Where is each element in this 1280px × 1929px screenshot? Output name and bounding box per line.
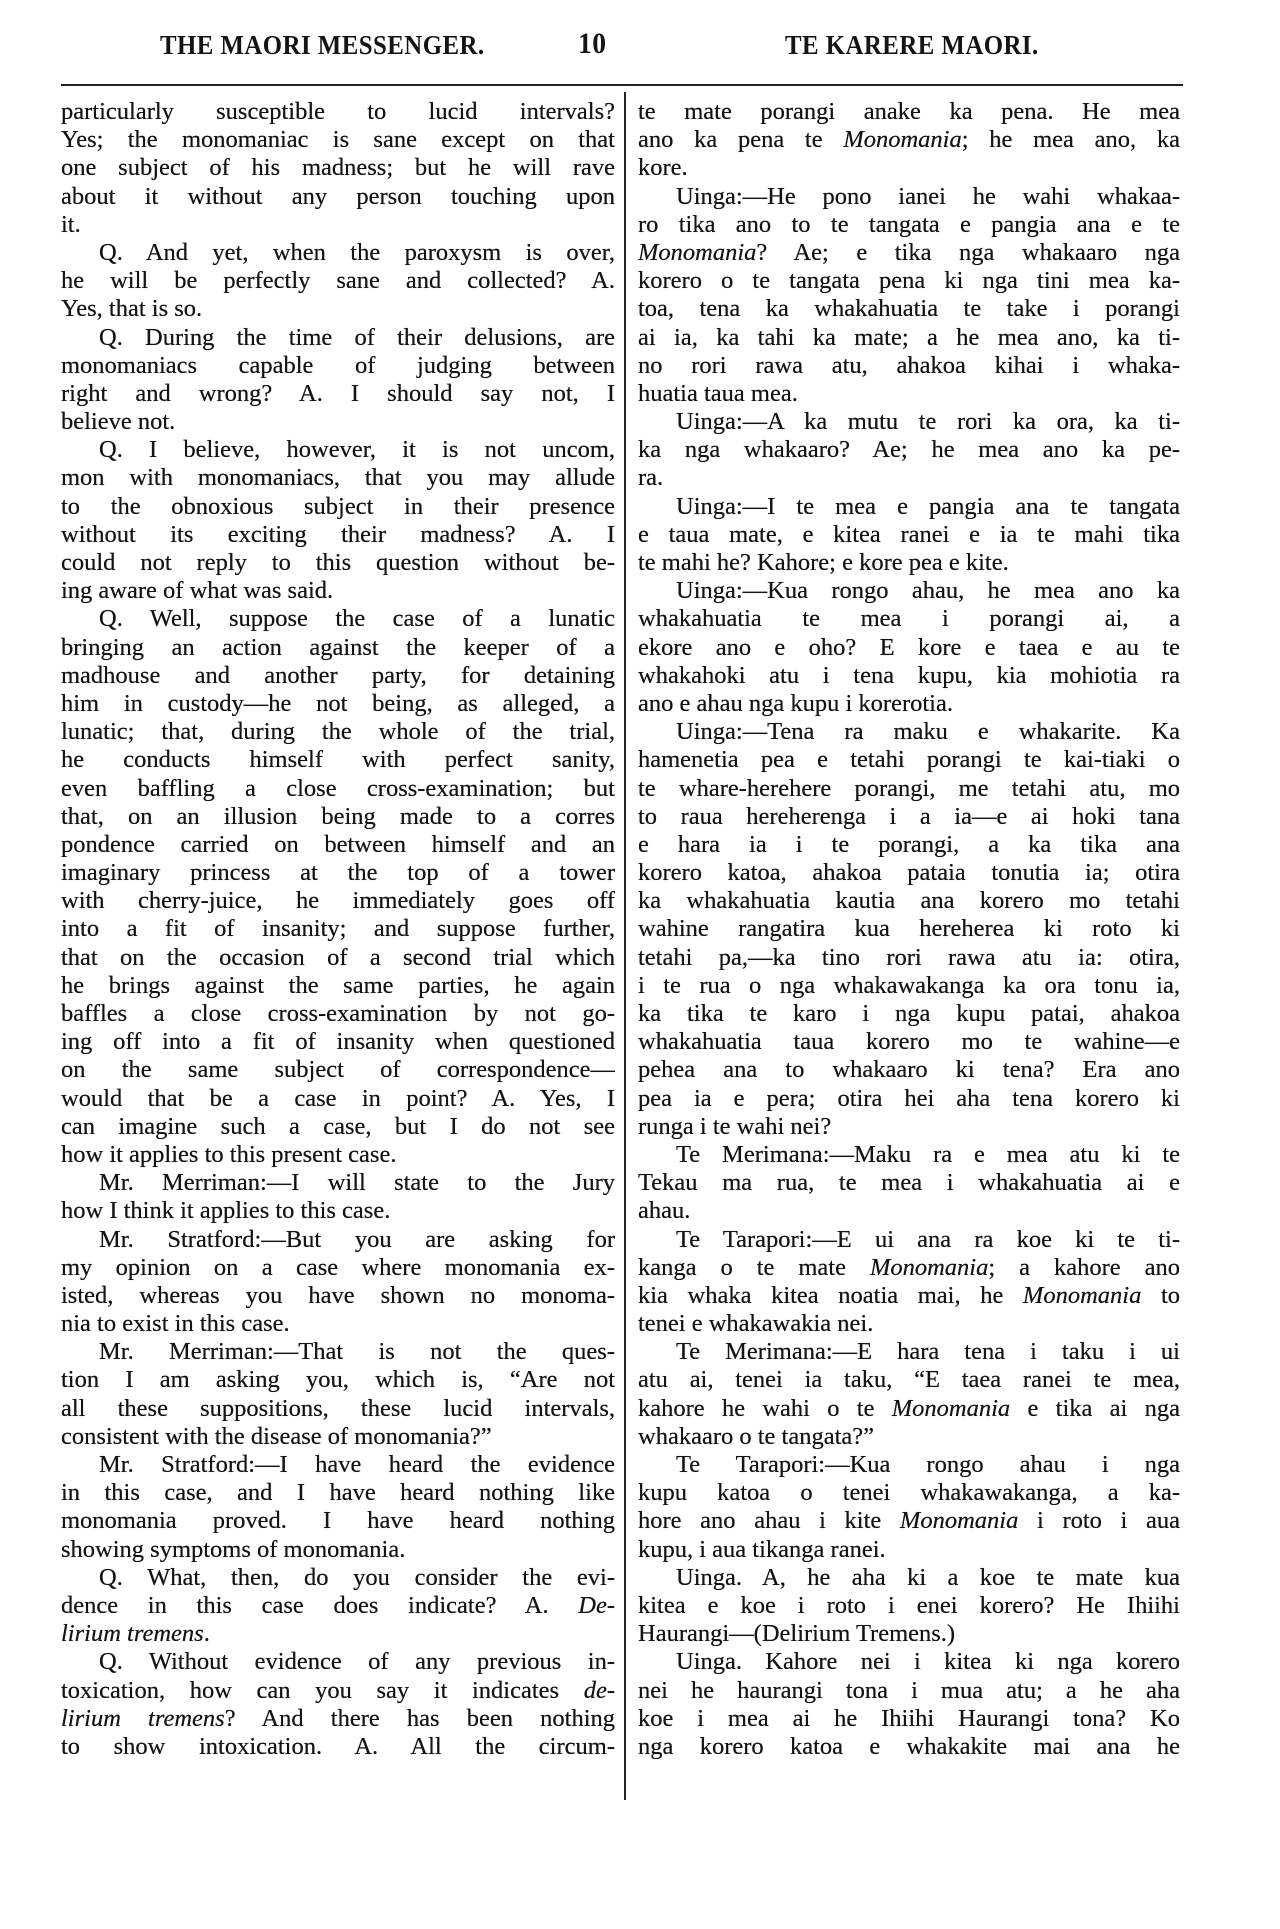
text-line xyxy=(61,746,615,774)
text-line xyxy=(638,1028,1180,1056)
text-run: could not reply to this question without be- xyxy=(61,549,615,576)
text-run: ing aware of what was said. xyxy=(61,577,334,605)
text-line xyxy=(638,1338,1180,1366)
text-run: madhouse and another party, for detaining xyxy=(61,661,615,689)
text-run: korero o te tangata pena ki nga tini mea ka- xyxy=(638,267,1180,295)
text-run: with cherry-juice, he immediately goes off xyxy=(61,887,615,915)
text-line xyxy=(638,1226,1180,1254)
text-run: Te Merimana:—Maku ra e mea atu ki te xyxy=(676,1140,1180,1168)
text-line xyxy=(638,1395,1180,1423)
text-line xyxy=(638,1705,1180,1733)
paragraph xyxy=(638,1451,1180,1564)
text-line xyxy=(61,605,615,633)
text-run: to the obnoxious subject in their presence xyxy=(61,492,615,520)
text-run: koe i mea ai he Ihiihi Haurangi tona? Ko xyxy=(638,1704,1180,1732)
text-line xyxy=(638,1536,1180,1564)
text-line xyxy=(638,239,1180,267)
text-run: nia to exist in this case. xyxy=(61,1310,290,1338)
text-line xyxy=(61,408,615,436)
text-line xyxy=(638,408,1180,436)
text-run: ai ia, ka tahi ka mate; a he mea ano, ka ti- xyxy=(638,323,1180,351)
text-run: Tekau ma rua, te mea i whakahuatia ai e xyxy=(638,1169,1180,1197)
text-line xyxy=(638,493,1180,521)
paragraph xyxy=(61,1451,615,1564)
text-run: on the same subject of correspondence— xyxy=(61,1056,615,1084)
text-run: he will be perfectly sane and collected? A. xyxy=(61,267,615,295)
text-run: showing symptoms of monomania. xyxy=(61,1535,406,1563)
text-line xyxy=(61,775,615,803)
text-run: whakahoki atu i tena kupu, kia mohiotia ra xyxy=(638,661,1180,689)
text-line xyxy=(638,831,1180,859)
paragraph xyxy=(638,408,1180,493)
text-run: ? And there has been nothing xyxy=(224,1704,615,1732)
text-line xyxy=(61,267,615,295)
text-run: ; a kahore ano xyxy=(988,1253,1180,1281)
text-run: kanga o te mate xyxy=(638,1253,870,1281)
text-run: Q. Well, suppose the case of a lunatic xyxy=(99,605,615,633)
text-run: toa, tena ka whakahuatia te take i porangi xyxy=(638,295,1180,323)
text-line xyxy=(638,549,1180,577)
text-line xyxy=(61,1648,615,1676)
text-line xyxy=(638,1000,1180,1028)
text-run: monomania proved. I have heard nothing xyxy=(61,1507,615,1535)
text-line xyxy=(61,1366,615,1394)
header-rule xyxy=(61,84,1183,86)
text-run: pea ia e pera; otira hei aha tena korero ki xyxy=(638,1084,1180,1112)
text-line xyxy=(61,944,615,972)
text-run: ka nga whakaaro? Ae; he mea ano ka pe- xyxy=(638,436,1180,464)
text-line xyxy=(638,1113,1180,1141)
text-run: ; he mea ano, ka xyxy=(961,126,1180,154)
text-line xyxy=(638,324,1180,352)
text-run: right and wrong? A. I should say not, I xyxy=(61,379,615,407)
text-run: Uinga:—He pono ianei he wahi whakaa- xyxy=(676,182,1180,210)
text-line xyxy=(61,1141,615,1169)
text-line xyxy=(638,380,1180,408)
text-line xyxy=(638,154,1180,182)
text-line xyxy=(61,1536,615,1564)
text-run: Te Merimana:—E hara tena i taku i ui xyxy=(676,1338,1180,1366)
text-line xyxy=(638,1677,1180,1705)
text-line xyxy=(638,944,1180,972)
text-line xyxy=(61,1000,615,1028)
text-line xyxy=(61,1592,615,1620)
italic-text: de- xyxy=(583,1676,615,1704)
text-run: ahau. xyxy=(638,1197,691,1225)
text-line xyxy=(61,662,615,690)
text-line xyxy=(638,746,1180,774)
paragraph xyxy=(61,605,615,1169)
paragraph xyxy=(61,1338,615,1451)
paragraph xyxy=(638,1226,1180,1339)
text-line xyxy=(61,239,615,267)
text-line xyxy=(61,1282,615,1310)
text-run: ekore ano e oho? E kore e taea e au te xyxy=(638,633,1180,661)
text-run: to raua hereherenga i a ia—e ai hoki tana xyxy=(638,802,1180,830)
text-line xyxy=(61,1085,615,1113)
text-run: te mate porangi anake ka pena. He mea xyxy=(638,98,1180,125)
text-run: how it applies to this present case. xyxy=(61,1140,397,1168)
text-line xyxy=(61,436,615,464)
text-line xyxy=(638,1366,1180,1394)
text-line xyxy=(638,352,1180,380)
text-run: tion I am asking you, which is, “Are not xyxy=(61,1366,615,1394)
text-line xyxy=(61,1113,615,1141)
paragraph xyxy=(61,324,615,437)
page-number: 10 xyxy=(578,27,607,60)
text-line xyxy=(638,887,1180,915)
text-line xyxy=(61,1564,615,1592)
column-divider xyxy=(624,92,626,1800)
text-run: all these suppositions, these lucid intervals, xyxy=(61,1394,615,1422)
text-run: Uinga:—A ka mutu te rori ka ora, ka ti- xyxy=(676,408,1180,436)
text-run: Q. And yet, when the paroxysm is over, xyxy=(99,238,615,266)
english-column xyxy=(61,98,615,1761)
text-run: Te Tarapori:—Kua rongo ahau i nga xyxy=(676,1451,1180,1478)
text-run: that on the occasion of a second trial which xyxy=(61,943,615,971)
text-line xyxy=(638,859,1180,887)
text-run: hore ano ahau i kite xyxy=(638,1507,900,1535)
text-run: nei he haurangi tona i mua atu; a he aha xyxy=(638,1676,1180,1704)
text-line xyxy=(638,521,1180,549)
text-line xyxy=(61,352,615,380)
text-line xyxy=(61,1423,615,1451)
italic-text: Monomania xyxy=(843,126,962,154)
text-run: kitea e koe i roto i enei korero? He Ihiihi xyxy=(638,1591,1180,1619)
text-run: my opinion on a case where monomania ex- xyxy=(61,1253,615,1281)
text-line xyxy=(638,1085,1180,1113)
text-run: kia whaka kitea noatia mai, he xyxy=(638,1281,1023,1309)
text-line xyxy=(638,775,1180,803)
text-run: Mr. Stratford:—I have heard the evidence xyxy=(99,1451,615,1478)
text-line xyxy=(638,1479,1180,1507)
text-line xyxy=(61,915,615,943)
text-line xyxy=(638,267,1180,295)
text-run: Te Tarapori:—E ui ana ra koe ki te ti- xyxy=(676,1225,1180,1253)
text-run: Mr. Stratford:—But you are asking for xyxy=(99,1225,615,1253)
text-line xyxy=(61,1197,615,1225)
text-line xyxy=(61,211,615,239)
text-line xyxy=(638,915,1180,943)
text-run: whakaaro o te tangata?” xyxy=(638,1422,875,1450)
text-run: . xyxy=(203,1620,210,1648)
text-line xyxy=(638,1169,1180,1197)
text-line xyxy=(638,718,1180,746)
text-line xyxy=(61,887,615,915)
text-run: ro tika ano to te tangata e pangia ana e te xyxy=(638,210,1180,238)
text-run: huatia taua mea. xyxy=(638,379,798,407)
text-line xyxy=(61,380,615,408)
text-run: whakahuatia te mea i porangi ai, a xyxy=(638,605,1180,633)
text-run: kupu, i aua tikanga ranei. xyxy=(638,1535,886,1563)
italic-text: De- xyxy=(578,1591,615,1619)
paragraph xyxy=(638,1564,1180,1649)
text-run: he brings against the same parties, he again xyxy=(61,971,615,999)
text-line xyxy=(61,295,615,323)
paragraph xyxy=(638,98,1180,183)
italic-text: Monomania xyxy=(891,1394,1011,1422)
text-line xyxy=(61,1338,615,1366)
text-run: Mr. Merriman:—That is not the ques- xyxy=(99,1338,615,1366)
text-run: it. xyxy=(61,210,81,238)
text-run: kupu katoa o tenei whakawakanga, a ka- xyxy=(638,1479,1180,1507)
text-run: toxication, how can you say it indicates xyxy=(61,1676,584,1704)
text-run: wahine rangatira kua hereherea ki roto ki xyxy=(638,915,1180,943)
text-run: te whare-herehere porangi, me tetahi atu, mo xyxy=(638,774,1180,802)
text-line xyxy=(638,690,1180,718)
text-run: kahore he wahi o te xyxy=(638,1394,892,1422)
text-run: one subject of his madness; but he will rave xyxy=(61,154,615,182)
text-line xyxy=(61,183,615,211)
text-line xyxy=(61,1479,615,1507)
text-line xyxy=(61,521,615,549)
text-line xyxy=(638,1620,1180,1648)
text-run: ing off into a fit of insanity when questioned xyxy=(61,1028,615,1056)
text-line xyxy=(61,1733,615,1761)
text-run: Uinga. A, he aha ki a koe te mate kua xyxy=(676,1563,1180,1591)
text-line xyxy=(61,634,615,662)
text-run: runga i te wahi nei? xyxy=(638,1112,832,1140)
text-run: ? Ae; e tika nga whakaaro nga xyxy=(756,238,1180,266)
text-run: baffles a close cross-examination by not go- xyxy=(61,1000,615,1027)
paragraph xyxy=(61,1226,615,1339)
italic-text: Monomania xyxy=(899,1507,1019,1535)
text-line xyxy=(638,634,1180,662)
text-line xyxy=(638,577,1180,605)
paragraph xyxy=(61,1169,615,1225)
text-run: monomaniacs capable of judging between xyxy=(61,351,615,379)
text-line xyxy=(638,1197,1180,1225)
text-run: hamenetia pea e tetahi porangi te kai-tiaki o xyxy=(638,746,1180,774)
text-run: nga korero katoa e whakakite mai ana he xyxy=(638,1732,1180,1760)
text-run: imaginary princess at the top of a tower xyxy=(61,859,615,887)
text-run: atu ai, tenei ia taku, “E taea ranei te mea, xyxy=(638,1366,1180,1394)
text-run: mon with monomaniacs, that you may allude xyxy=(61,464,615,492)
text-run: ano e ahau nga kupu i korerotia. xyxy=(638,689,953,717)
text-line xyxy=(61,1169,615,1197)
text-run: dence in this case does indicate? A. xyxy=(61,1591,579,1619)
text-run: lunatic; that, during the whole of the trial, xyxy=(61,718,615,746)
text-run: tetahi pa,—ka tino rori rawa atu ia: otira, xyxy=(638,943,1180,971)
text-line xyxy=(638,436,1180,464)
text-run: kore. xyxy=(638,154,688,182)
text-run: about it without any person touching upon xyxy=(61,182,615,210)
text-run: he conducts himself with perfect sanity, xyxy=(61,746,615,774)
text-run: pondence carried on between himself and an xyxy=(61,830,615,858)
text-run: pehea ana to whakaaro ki tena? Era ano xyxy=(638,1056,1180,1084)
paragraph xyxy=(638,1338,1180,1451)
italic-text: Monomania xyxy=(638,238,757,266)
text-run: into a fit of insanity; and suppose further, xyxy=(61,915,615,943)
text-line xyxy=(638,1310,1180,1338)
text-run: i te rua o nga whakawakanga ka ora tonu ia, xyxy=(638,971,1180,999)
text-line xyxy=(638,464,1180,492)
paragraph xyxy=(638,1141,1180,1226)
text-line xyxy=(638,98,1180,126)
text-run: no rori rawa atu, ahakoa kihai i whaka- xyxy=(638,351,1180,379)
text-run: te mahi he? Kahore; e kore pea e kite. xyxy=(638,549,1009,576)
text-run: tenei e whakawakia nei. xyxy=(638,1310,874,1338)
paragraph xyxy=(638,718,1180,1141)
paragraph xyxy=(638,1648,1180,1761)
text-line xyxy=(61,1507,615,1535)
text-line xyxy=(638,211,1180,239)
text-line xyxy=(61,126,615,154)
maori-column xyxy=(638,98,1180,1761)
text-run: him in custody—he not being, as alleged, a xyxy=(61,689,615,717)
masthead-maori-title: TE KARERE MAORI. xyxy=(785,30,1039,60)
masthead-english-title: THE MAORI MESSENGER. xyxy=(160,30,485,60)
text-run: Mr. Merriman:—I will state to the Jury xyxy=(99,1169,615,1197)
text-run: without its exciting their madness? A. I xyxy=(61,520,615,548)
text-run: e tika ai nga xyxy=(1010,1394,1180,1422)
text-line xyxy=(61,1226,615,1254)
text-run: to xyxy=(1141,1281,1180,1309)
paragraph xyxy=(61,1564,615,1649)
paragraph xyxy=(638,493,1180,578)
text-line xyxy=(61,549,615,577)
text-line xyxy=(61,972,615,1000)
text-run: consistent with the disease of monomania?” xyxy=(61,1422,492,1450)
paragraph xyxy=(61,239,615,324)
text-line xyxy=(638,1564,1180,1592)
text-line xyxy=(61,1310,615,1338)
text-run: how I think it applies to this case. xyxy=(61,1197,391,1225)
text-run: Uinga:—I te mea e pangia ana te tangata xyxy=(676,492,1180,520)
text-run: whakahuatia taua korero mo te wahine—e xyxy=(638,1028,1180,1056)
text-run: e hara ia i te porangi, a ka tika ana xyxy=(638,830,1180,858)
text-line xyxy=(61,1395,615,1423)
text-run: believe not. xyxy=(61,408,176,436)
text-run: Q. During the time of their delusions, are xyxy=(99,323,615,351)
text-run: Q. Without evidence of any previous in- xyxy=(99,1648,615,1676)
text-line xyxy=(61,1028,615,1056)
text-run: even baffling a close cross-examination; but xyxy=(61,774,615,802)
text-line xyxy=(638,1423,1180,1451)
paragraph xyxy=(638,183,1180,409)
text-line xyxy=(61,1056,615,1084)
text-run: that, on an illusion being made to a corres xyxy=(61,802,615,830)
text-line xyxy=(61,154,615,182)
text-run: ka whakahuatia kautia ana korero mo tetahi xyxy=(638,887,1180,915)
text-run: Uinga. Kahore nei i kitea ki nga korero xyxy=(676,1648,1180,1676)
text-line xyxy=(61,1451,615,1479)
text-run: Haurangi—(Delirium Tremens.) xyxy=(638,1620,956,1648)
text-line xyxy=(638,972,1180,1000)
text-line xyxy=(61,803,615,831)
text-run: particularly susceptible to lucid intervals? xyxy=(61,98,615,125)
text-run: bringing an action against the keeper of a xyxy=(61,633,615,661)
text-line xyxy=(61,718,615,746)
italic-text: lirium tremens xyxy=(61,1620,204,1648)
text-line xyxy=(61,98,615,126)
text-line xyxy=(61,1620,615,1648)
paragraph xyxy=(61,98,615,239)
text-run: i roto i aua xyxy=(1018,1507,1180,1535)
text-line xyxy=(61,1254,615,1282)
text-run: Uinga:—Kua rongo ahau, he mea ano ka xyxy=(676,577,1180,605)
italic-text: Monomania xyxy=(1022,1281,1142,1309)
text-line xyxy=(638,1141,1180,1169)
text-run: isted, whereas you have shown no monoma- xyxy=(61,1281,615,1309)
text-line xyxy=(61,324,615,352)
italic-text: Monomania xyxy=(869,1253,989,1281)
text-line xyxy=(61,690,615,718)
text-run: ra. xyxy=(638,464,664,492)
text-line xyxy=(638,605,1180,633)
paragraph xyxy=(61,436,615,605)
text-run: e taua mate, e kitea ranei e ia te mahi tika xyxy=(638,520,1180,548)
text-run: Uinga:—Tena ra maku e whakarite. Ka xyxy=(676,718,1180,746)
text-line xyxy=(638,126,1180,154)
text-line xyxy=(638,1648,1180,1676)
text-line xyxy=(638,662,1180,690)
text-line xyxy=(61,859,615,887)
italic-text: lirium tremens xyxy=(61,1704,225,1732)
text-run: Q. I believe, however, it is not uncom, xyxy=(99,436,615,464)
text-line xyxy=(638,803,1180,831)
text-line xyxy=(638,1254,1180,1282)
text-run: would that be a case in point? A. Yes, I xyxy=(61,1084,615,1112)
text-run: can imagine such a case, but I do not see xyxy=(61,1112,615,1140)
text-run: Q. What, then, do you consider the evi- xyxy=(99,1563,615,1591)
text-line xyxy=(61,1705,615,1733)
text-line xyxy=(61,464,615,492)
text-line xyxy=(638,1592,1180,1620)
text-line xyxy=(638,1282,1180,1310)
text-line xyxy=(61,577,615,605)
text-line xyxy=(638,1733,1180,1761)
text-line xyxy=(638,183,1180,211)
text-run: Yes, that is so. xyxy=(61,295,203,323)
paragraph xyxy=(638,577,1180,718)
text-run: korero katoa, ahakoa pataia tonutia ia; otira xyxy=(638,859,1180,887)
text-run: Yes; the monomaniac is sane except on that xyxy=(61,126,615,154)
paragraph xyxy=(61,1648,615,1761)
text-line xyxy=(638,295,1180,323)
text-line xyxy=(61,1677,615,1705)
text-run: ka tika te karo i nga kupu patai, ahakoa xyxy=(638,1000,1180,1027)
text-run: ano ka pena te xyxy=(638,126,844,154)
text-run: in this case, and I have heard nothing like xyxy=(61,1479,615,1507)
text-line xyxy=(638,1451,1180,1479)
text-line xyxy=(61,493,615,521)
text-line xyxy=(61,831,615,859)
text-line xyxy=(638,1507,1180,1535)
text-line xyxy=(638,1056,1180,1084)
text-run: to show intoxication. A. All the circum- xyxy=(61,1732,615,1760)
